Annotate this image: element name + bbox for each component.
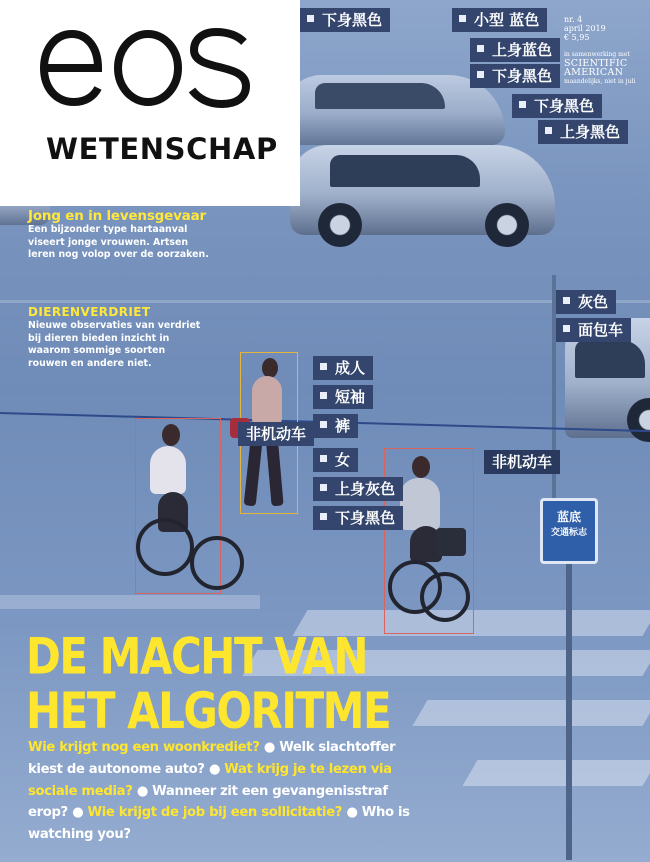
- pedestrian-head: [262, 358, 278, 378]
- detection-tag: 成人: [313, 356, 373, 380]
- headline-line: HET ALGORITME: [26, 681, 391, 740]
- story-body-line: bij dieren bieden inzicht in: [28, 332, 170, 344]
- detection-tag: 小型 蓝色: [452, 8, 547, 32]
- masthead: [0, 0, 300, 206]
- sign-pole: [566, 560, 572, 860]
- headline-line: DE MACHT VAN: [26, 627, 368, 686]
- partner-name: AMERICAN: [564, 67, 624, 78]
- pedestrian-torso: [252, 376, 282, 424]
- frequency-note: maandelijks, niet in juli: [564, 78, 636, 85]
- detection-tag: 下身黑色: [300, 8, 390, 32]
- crosswalk-stripe: [462, 760, 650, 786]
- road-marking: [0, 595, 260, 609]
- teaser-item: Welk slachtoffer kiest de autonome auto?: [28, 740, 396, 777]
- story-title: DIERENVERDRIET: [28, 305, 151, 319]
- issue-price: € 5,95: [564, 33, 590, 42]
- detection-tag: 上身蓝色: [470, 38, 560, 62]
- teaser-item: Wat krijg je te lezen via sociale media?: [28, 761, 392, 799]
- teaser-item: Who is watching you?: [28, 805, 410, 843]
- story-body-line: waarom sommige soorten: [28, 345, 166, 357]
- bullet-icon: ●: [72, 805, 84, 821]
- teaser-list: [28, 737, 428, 846]
- traffic-sign: [540, 498, 598, 564]
- detection-tag: 短袖: [313, 385, 373, 409]
- sign-text: 蓝底: [556, 510, 581, 524]
- crosswalk-stripe: [412, 700, 650, 726]
- bike-basket: [436, 528, 466, 556]
- issue-info: [564, 15, 606, 42]
- bike-wheel: [190, 536, 244, 590]
- sign-text: 交通标志: [550, 528, 587, 538]
- bike-wheel: [136, 518, 194, 576]
- detection-tag: 面包车: [556, 318, 631, 342]
- detection-tag: 裤: [313, 414, 358, 438]
- teaser-item: Wie krijgt de job bij een sollicitatie?: [87, 805, 343, 821]
- partner-note: in samenwerking met: [564, 51, 630, 58]
- silver-car: [290, 145, 555, 235]
- story-body-line: rouwen en andere niet.: [28, 357, 152, 369]
- story-body-line: viseert jonge vrouwen. Artsen: [28, 236, 188, 248]
- detection-tag: 非机动车: [484, 450, 560, 474]
- cyclist-head: [162, 424, 180, 446]
- detection-tag: 上身灰色: [313, 477, 403, 501]
- teaser-item: Wie krijgt nog een woonkrediet?: [28, 740, 260, 755]
- detection-tag: 下身黑色: [313, 506, 403, 530]
- story-body-line: leren nog volop over de oorzaken.: [28, 249, 209, 261]
- detection-tag: 下身黑色: [470, 64, 560, 88]
- bullet-icon: ●: [208, 761, 221, 777]
- issue-number: nr. 4: [564, 15, 583, 24]
- story-animals[interactable]: [28, 305, 200, 370]
- cyclist-torso: [150, 446, 186, 494]
- story-body-line: Een bijzonder type hartaanval: [28, 224, 188, 235]
- cover-headline[interactable]: [26, 627, 391, 740]
- partner-info: [564, 50, 635, 86]
- cyclist-torso: [400, 478, 440, 530]
- eos-logo: [36, 24, 256, 110]
- wordmark: WETENSCHAP: [46, 132, 278, 166]
- story-title: Jong en in levensgevaar: [28, 208, 206, 224]
- detection-tag: 上身黑色: [538, 120, 628, 144]
- bullet-icon: ●: [136, 783, 148, 799]
- story-body-line: Nieuwe observaties van verdriet: [28, 320, 201, 331]
- partner-name: SCIENTIFIC: [564, 58, 628, 69]
- bullet-icon: ●: [263, 740, 275, 755]
- story-heart[interactable]: [28, 208, 209, 262]
- cyclist-head: [412, 456, 430, 478]
- bullet-icon: ●: [346, 805, 358, 821]
- detection-tag: 灰色: [556, 290, 616, 314]
- bike-wheel: [420, 572, 470, 622]
- teaser-item: Wanneer zit een gevangenisstraf erop?: [28, 783, 388, 821]
- detection-tag: 非机动车: [238, 422, 314, 446]
- issue-date: april 2019: [564, 24, 606, 33]
- detection-tag: 女: [313, 448, 358, 472]
- detection-tag: 下身黑色: [512, 94, 602, 118]
